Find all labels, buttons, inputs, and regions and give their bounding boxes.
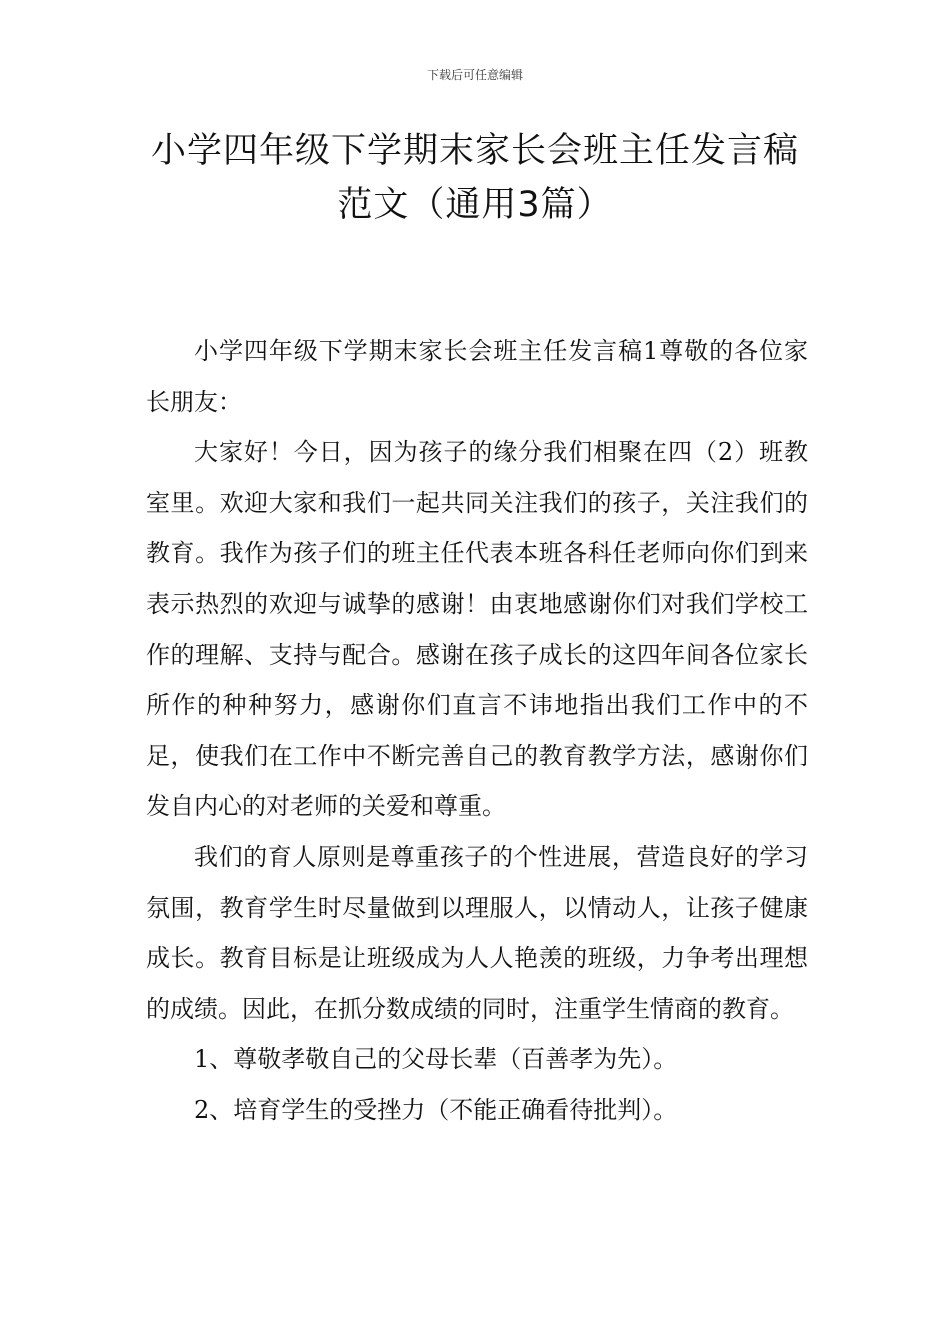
header-note: 下载后可任意编辑: [426, 68, 523, 82]
paragraph-welcome: 大家好！今日，因为孩子的缘分我们相聚在四（2）班教室里。欢迎大家和我们一起共同关注我们的孩子，关注我们的教育。我作为孩子们的班主任代表本班各科任老师向你们到来表示热烈的欢迎与诚挚的感谢！由衷地感谢你们对我们学校工作的理解、支持与配合。感谢在孩子成长的这四年间各位家长所作的种种努力，感谢你们直言不讳地指出我们工作中的不足，使我们在工作中不断完善自己的教育教学方法，感谢你们发自内心的对老师的关爱和尊重。: [146, 438, 808, 821]
document-title: [120, 124, 830, 232]
title-line-1: 小学四年级下学期末家长会班主任发言稿: [150, 131, 799, 171]
document-body: [146, 326, 808, 1136]
list-item-2: 2、培育学生的受挫力（不能正确看待批判）。: [194, 1095, 678, 1124]
list-item-1: 1、尊敬孝敬自己的父母长辈（百善孝为先）。: [194, 1045, 678, 1074]
title-line-2: 范文（通用3篇）: [337, 185, 613, 225]
paragraph-principles: 我们的育人原则是尊重孩子的个性进展，营造良好的学习氛围，教育学生时尽量做到以理服人，以情动人，让孩子健康成长。教育目标是让班级成为人人艳羡的班级，力争考出理想的成绩。因此，在抓分数成绩的同时，注重学生情商的教育。: [146, 842, 808, 1023]
paragraph-greeting: 小学四年级下学期末家长会班主任发言稿1尊敬的各位家长朋友：: [146, 337, 808, 416]
